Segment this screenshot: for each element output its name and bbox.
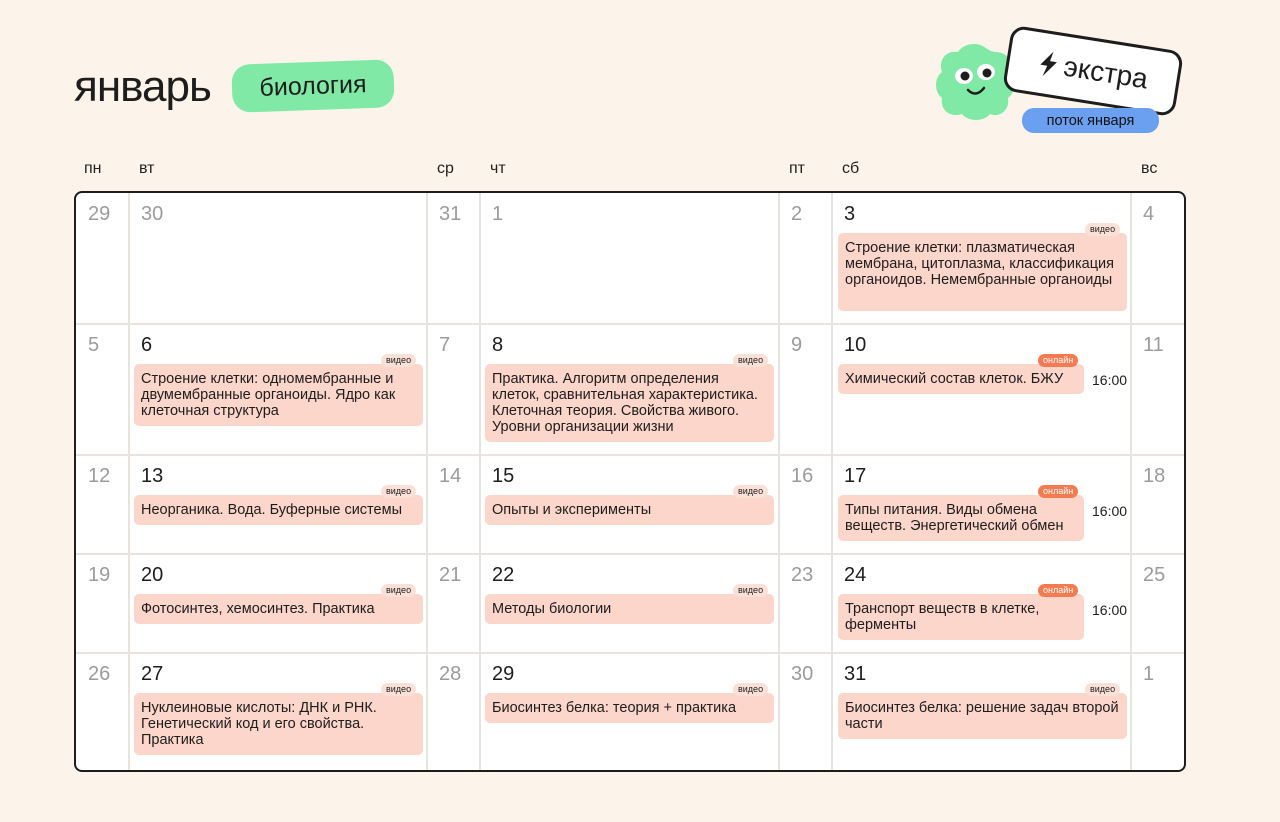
day-cell[interactable]: 29 <box>88 203 111 225</box>
day-cell[interactable]: 23 <box>791 564 814 586</box>
weekday-fri: пт <box>789 160 805 177</box>
day-cell[interactable]: 5 <box>88 334 100 356</box>
event-card[interactable]: Биосинтез белка: теория + практика <box>485 693 774 723</box>
day-cell[interactable]: 1 <box>1143 663 1155 685</box>
day-cell[interactable]: 16 <box>791 465 814 487</box>
video-tag: видео <box>733 584 768 597</box>
video-tag: видео <box>1085 223 1120 236</box>
day-cell[interactable]: 10 <box>844 334 867 356</box>
calendar-grid <box>74 191 1186 772</box>
day-cell[interactable]: 7 <box>439 334 451 356</box>
day-cell[interactable]: 4 <box>1143 203 1155 225</box>
video-tag: видео <box>381 584 416 597</box>
video-tag: видео <box>381 683 416 696</box>
day-cell[interactable]: 2 <box>791 203 803 225</box>
weekday-sun: вс <box>1141 160 1158 177</box>
day-cell[interactable]: 12 <box>88 465 111 487</box>
extra-tag <box>1002 25 1184 117</box>
video-tag: видео <box>733 485 768 498</box>
event-card[interactable]: Биосинтез белка: решение задач второй части <box>838 693 1127 739</box>
weekday-thu: чт <box>490 160 506 177</box>
day-cell[interactable]: 30 <box>141 203 164 225</box>
weekday-wed: ср <box>437 160 454 177</box>
day-cell[interactable]: 1 <box>492 203 504 225</box>
online-tag: онлайн <box>1038 354 1078 367</box>
month-title: январь <box>74 62 211 111</box>
day-cell[interactable]: 30 <box>791 663 814 685</box>
online-tag: онлайн <box>1038 485 1078 498</box>
event-card[interactable]: Опыты и эксперименты <box>485 495 774 525</box>
subject-badge: биология <box>231 59 395 113</box>
event-card[interactable]: Строение клетки: одномембранные и двумембранные органоиды. Ядро как клеточная структура <box>134 364 423 426</box>
day-cell[interactable]: 17 <box>844 465 867 487</box>
video-tag: видео <box>733 354 768 367</box>
day-cell[interactable]: 25 <box>1143 564 1166 586</box>
event-card[interactable]: Транспорт веществ в клетке, ферменты <box>838 594 1084 640</box>
brand-name: экстра <box>1061 50 1151 95</box>
event-card[interactable]: Неорганика. Вода. Буферные системы <box>134 495 423 525</box>
day-cell[interactable]: 31 <box>439 203 462 225</box>
event-card[interactable]: Строение клетки: плазматическая мембрана, цитоплазма, классификация органоидов. Немембранные органоиды <box>838 233 1127 311</box>
event-time: 16:00 <box>1092 602 1128 618</box>
day-cell[interactable]: 14 <box>439 465 462 487</box>
day-cell[interactable]: 3 <box>844 203 856 225</box>
day-cell[interactable]: 31 <box>844 663 867 685</box>
event-time: 16:00 <box>1092 372 1128 388</box>
day-cell[interactable]: 29 <box>492 663 515 685</box>
day-cell[interactable]: 27 <box>141 663 164 685</box>
video-tag: видео <box>381 354 416 367</box>
day-cell[interactable]: 6 <box>141 334 153 356</box>
day-cell[interactable]: 11 <box>1143 334 1164 356</box>
day-cell[interactable]: 20 <box>141 564 164 586</box>
day-cell[interactable]: 26 <box>88 663 111 685</box>
day-cell[interactable]: 18 <box>1143 465 1166 487</box>
day-cell[interactable]: 28 <box>439 663 462 685</box>
event-time: 16:00 <box>1092 503 1128 519</box>
lightning-icon <box>1036 49 1060 80</box>
event-card[interactable]: Типы питания. Виды обмена веществ. Энергетический обмен <box>838 495 1084 541</box>
day-cell[interactable]: 22 <box>492 564 515 586</box>
day-cell[interactable]: 21 <box>439 564 462 586</box>
event-card[interactable]: Фотосинтез, хемосинтез. Практика <box>134 594 423 624</box>
day-cell[interactable]: 8 <box>492 334 504 356</box>
stream-pill: поток января <box>1022 108 1159 133</box>
weekday-sat: сб <box>842 160 860 177</box>
day-cell[interactable]: 24 <box>844 564 867 586</box>
event-card[interactable]: Химический состав клеток. БЖУ <box>838 364 1084 394</box>
day-cell[interactable]: 13 <box>141 465 164 487</box>
day-cell[interactable]: 19 <box>88 564 111 586</box>
video-tag: видео <box>733 683 768 696</box>
weekday-tue: вт <box>139 160 155 177</box>
day-cell[interactable]: 9 <box>791 334 803 356</box>
event-card[interactable]: Методы биологии <box>485 594 774 624</box>
event-card[interactable]: Нуклеиновые кислоты: ДНК и РНК. Генетический код и его свойства. Практика <box>134 693 423 755</box>
online-tag: онлайн <box>1038 584 1078 597</box>
video-tag: видео <box>1085 683 1120 696</box>
video-tag: видео <box>381 485 416 498</box>
day-cell[interactable]: 15 <box>492 465 515 487</box>
weekday-mon: пн <box>84 160 102 177</box>
event-card[interactable]: Практика. Алгоритм определения клеток, сравнительная характеристика. Клеточная теория. Свойства живого. Уровни организации жизни <box>485 364 774 442</box>
